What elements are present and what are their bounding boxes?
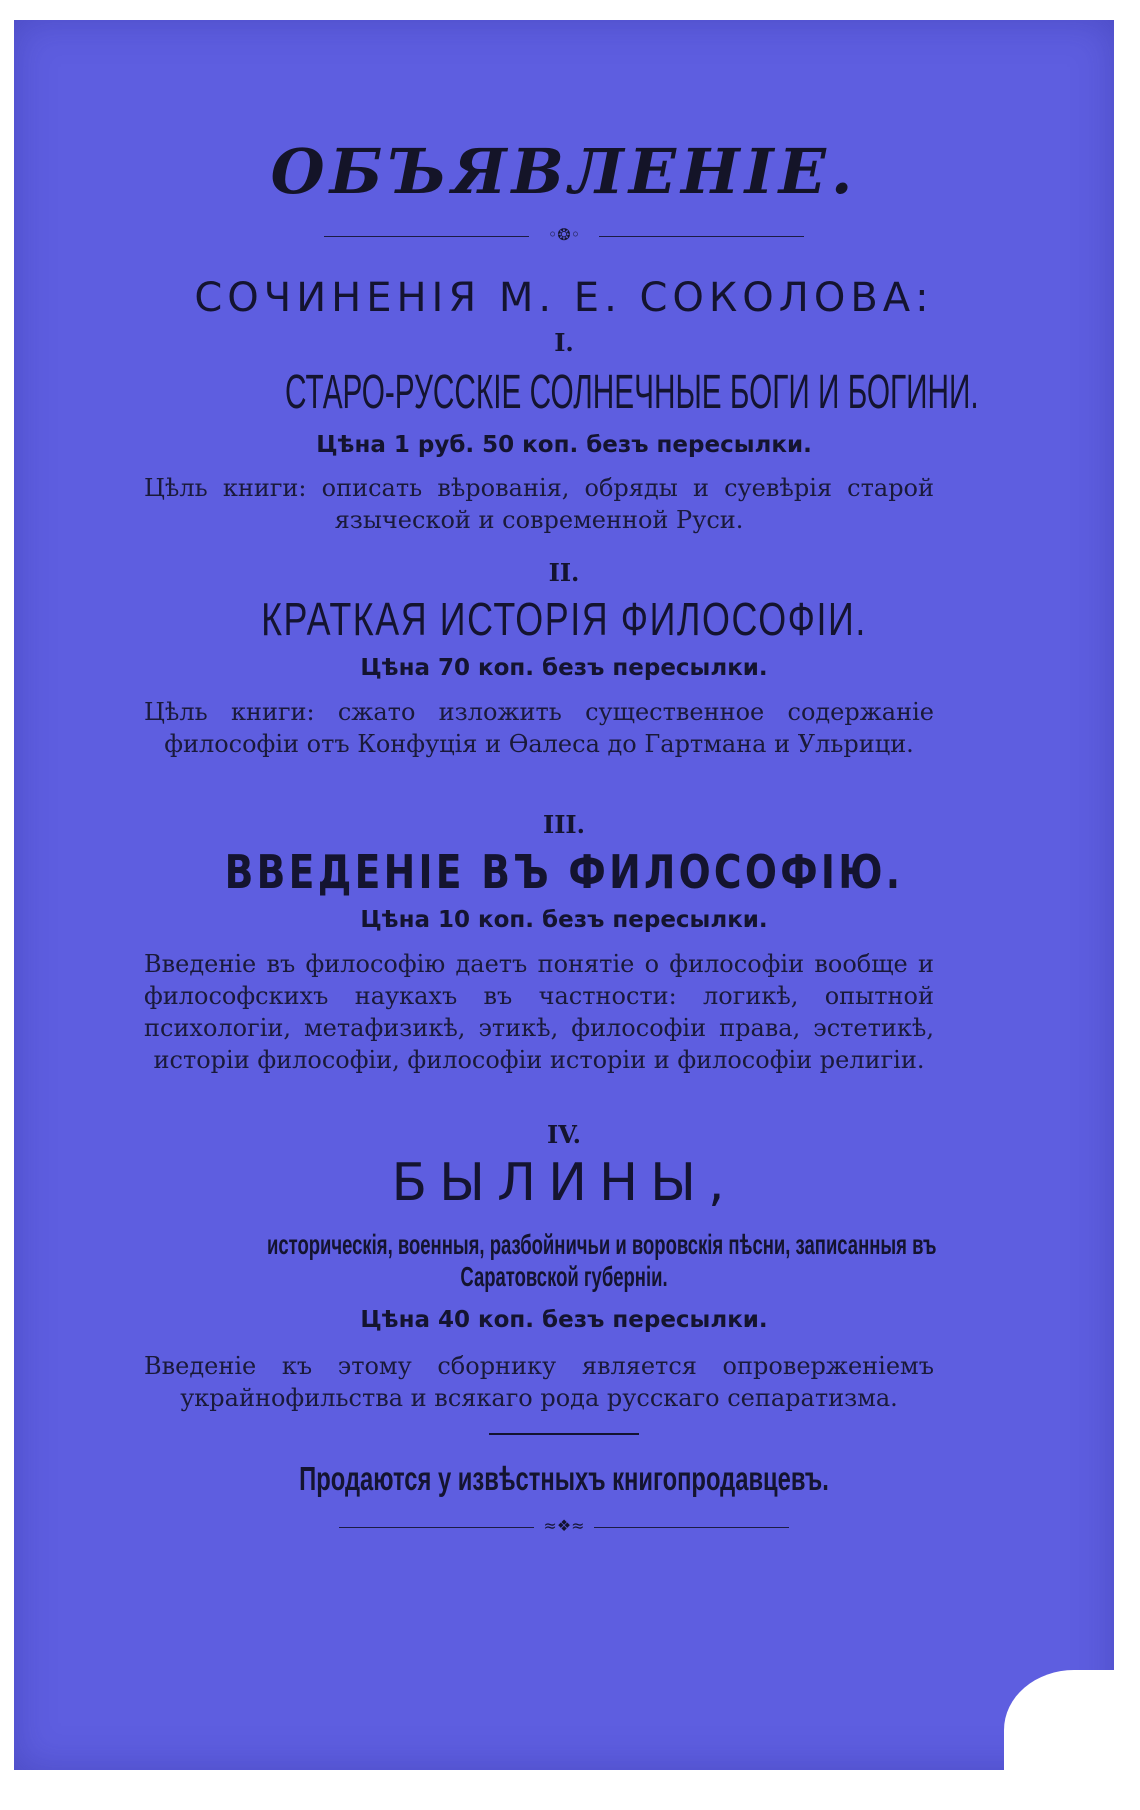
work-4-description: Введеніе къ этому сборнику является опроверженіемъ украйнофильства и всякаго рода русскаго сепаратизма. — [144, 1352, 934, 1412]
title-ornament — [114, 227, 1014, 247]
ornament-flourish-icon: ◦❂◦ — [547, 225, 581, 244]
footer-note: Продаются у извѣстныхъ книгопродавцевъ. — [299, 1460, 829, 1497]
work-1-description: Цѣль книги: описать вѣрованія, обряды и суевѣрія старой языческой и современной Руси. — [144, 474, 934, 534]
work-1-title: СТАРО-РУССКІЕ СОЛНЕЧНЫЕ БОГИ И БОГИНИ. — [285, 366, 979, 419]
work-1-price: Цѣна 1 руб. 50 коп. безъ пересылки. — [316, 432, 812, 458]
work-4-subtitle-line-1: историческія, военныя, разбойничьи и воровскія пѣсни, записанныя въ — [267, 1229, 937, 1260]
work-2-description: Цѣль книги: сжато изложить существенное содержаніе философіи отъ Конфуція и Ѳалеса до Гартмана и Ульрици. — [144, 698, 934, 758]
work-2-numeral: II. — [548, 558, 580, 587]
ornament-rule-left — [324, 236, 529, 237]
work-3-description: Введеніе въ философію даетъ понятіе о философіи вообще и философскихъ наукахъ въ частности: логикѣ, опытной психологіи, метафизикѣ, этикѣ, философіи права, эстетикѣ, исторіи философіи, философіи исторіи и философіи религіи. — [144, 950, 934, 1074]
closing-rule-right — [594, 1527, 789, 1528]
work-1-numeral: I. — [554, 328, 574, 357]
closing-ornament — [114, 1518, 1014, 1538]
work-3-numeral: III. — [542, 810, 586, 839]
work-4-title: БЫЛИНЫ, — [391, 1153, 737, 1213]
page — [14, 20, 1114, 1770]
work-2-title: КРАТКАЯ ИСТОРІЯ ФИЛОСОФІИ. — [261, 593, 867, 645]
work-3-price: Цѣна 10 коп. безъ пересылки. — [360, 907, 768, 933]
page-title: ОБЪЯВЛЕНІЕ. — [270, 135, 858, 208]
work-4-subtitle-line-2: Саратовской губерніи. — [460, 1261, 668, 1292]
closing-flourish-icon: ≈❖≈ — [543, 1516, 585, 1535]
ornament-rule-right — [599, 236, 804, 237]
work-3-title: ВВЕДЕНІЕ ВЪ ФИЛОСОФІЮ. — [224, 845, 904, 899]
work-2-price: Цѣна 70 коп. безъ пересылки. — [360, 655, 768, 681]
work-4-price: Цѣна 40 коп. безъ пересылки. — [360, 1307, 768, 1333]
section-divider — [489, 1433, 639, 1435]
author-heading: СОЧИНЕНІЯ М. Е. СОКОЛОВА: — [194, 275, 934, 321]
work-4-numeral: IV. — [546, 1120, 581, 1149]
closing-rule-left — [339, 1527, 534, 1528]
